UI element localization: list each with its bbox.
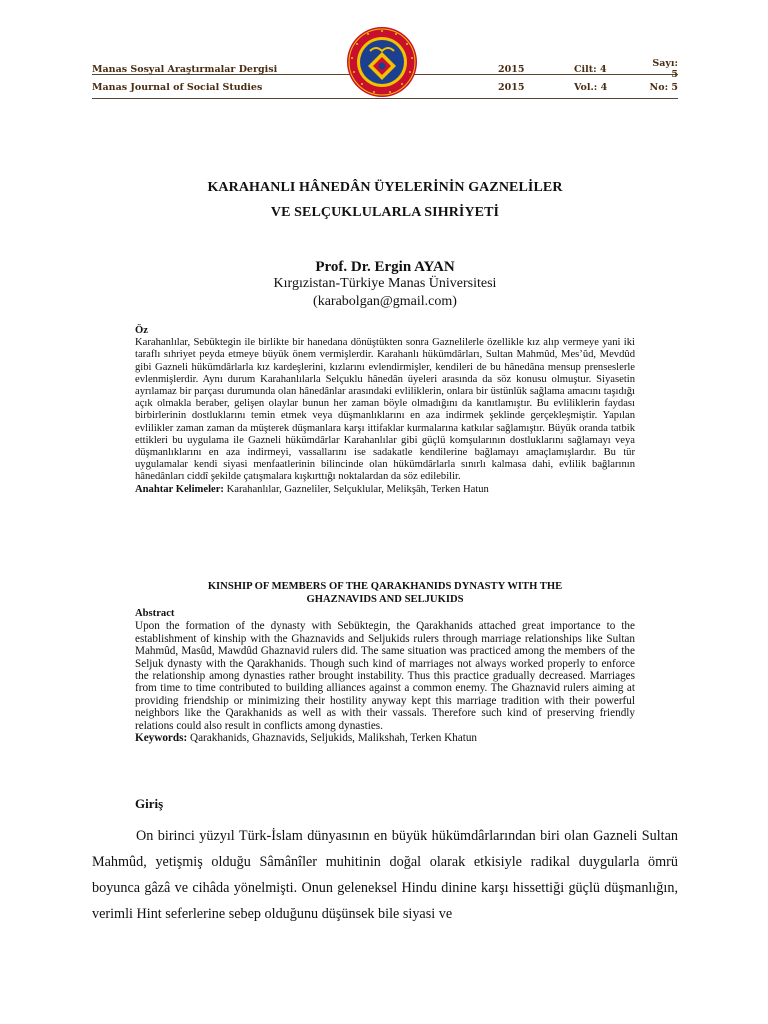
english-title [135, 581, 635, 606]
abstract-label: Abstract [135, 608, 175, 619]
author-name: Prof. Dr. Ergin AYAN [315, 259, 455, 275]
body-section [92, 823, 678, 927]
header-issue-tr: Sayı: 5 [652, 58, 678, 80]
oz-label: Öz [135, 325, 148, 336]
abstract-keywords-label: Keywords: [135, 732, 188, 745]
oz-text: Karahanlılar, Sebüktegin ile birlikte bir hanedana dönüştükten sonra Gaznelilerle özellikle kız alıp vermeye yani iki taraflı sıhriyet peyda etmeye büyük önem vermişlerdir. Karahanlı hükümdârları, Sultan Mahmûd, Mes’ûd, Mevdûd gibi Gazneli hükümdârlarla kız kardeşlerini, kızlarını evlendirmişler, kendileri de bu hânedâna mensup prenseslerle evlenmişlerdir. Aynı durum Karahanlılarla Selçuklu hânedân üyeleri arasında da söz konusu olmuştur. Siyasetin ayrılamaz bir parçası durumunda olan hânedânlar arasındaki evliliklerin, onlara bir üstünlük sağlama amacını taşıdığı açık olmakla beraber, gelişen olaylar bunun her zaman böyle olmadığını da kanıtlamıştır. Bu evliliklerin faydası birbirlerinin dostluklarını temin etmek veya düşmanlıklarını en aza indirmek şeklinde gerçekleşmiştir. Yapılan evlilikler zaman zaman da müşterek düşmanlara karşı ittifaklar kurmalarına katkılar sağlamıştır. Büyük oranda tatbik ettikleri bu uygulama ile Gazneli hükümdârlar Karahanlılar gibi güçlü komşularının dostluklarını sağlamayı veya düşmanlıklarını en aza indirmeyi, vassallarını ise sadakatle kendilerine bağlamayı amaçlamışlardır. Bu tür uygulamalar kendi siyasi menfaatlerinin bilincinde olan hükümdârlarla sınırlı kalmasa dahi, evlilik bağlarının hânedânları ciddî şekilde çatışmalara kışkırttığı noktalardan da söz edilebilir. [135, 337, 635, 483]
english-title-line-2: GHAZNAVIDS AND SELJUKIDS [306, 593, 464, 605]
author-email: (karabolgan@gmail.com) [313, 294, 457, 309]
english-title-line-1: KINSHIP OF MEMBERS OF THE QARAKHANIDS DYNASTY WITH THE [207, 581, 563, 592]
header-volume-tr: Cilt: 4 [574, 63, 607, 75]
header-volume-en: Vol.: 4 [574, 82, 608, 93]
header-year: 2015 [498, 63, 525, 75]
abstract-text: Upon the formation of the dynasty with Sebüktegin, the Qarakhanids attached great importance to the establishment of kinship with the Ghaznavids and Seljukids rulers through marriage relationships like Sultan Mahmûd, Masûd, Mawdûd Ghaznavid rulers did. The same situation was practiced among the members of the Seljuk dynasty with the Qarakhanids. Though such kind of marriages not always worked properly to enforce the relationship among dynasties rather brought instability. Thus this practice gradually decreased. Marriages from time to time contributed to building alliances against a common enemy. The Ghaznavid rulers aiming at providing friendship or minimizing their hostility anyway kept this marriage tradition with their powerful neighbors like the Qarakhanids as well as with their vassals. Therefore such kind of preserving friendly relations could also result in conflicts among dynasties. [135, 620, 635, 732]
oz-keywords-text: Karahanlılar, Gazneliler, Selçuklular, Melikşâh, Terken Hatun [223, 483, 489, 495]
abstract-section [135, 608, 635, 744]
article-title-line-1: KARAHANLI HÂNEDÂN ÜYELERİNİN GAZNELİLER [207, 180, 563, 195]
oz-keywords [135, 484, 635, 496]
header-issue-en: No: 5 [649, 82, 678, 93]
body-paragraph: On birinci yüzyıl Türk-İslam dünyasının en büyük hükümdârlarından biri olan Gazneli Sultan Mahmûd, yetişmiş olduğu Sâmânîler muhitinin doğal olarak etkisiyle radikal duygularla ömrü boyunca gâzâ ve cihâda yönelmişti. Onun geleneksel Hindu dinine karşı hissettiği güçlü düşmanlığın, verimli Hint seferlerine sebep olduğunu düşünsek bile siyasi ve [92, 828, 678, 922]
article-title-line-2: VE SELÇUKLULARLA SIHRİYETİ [270, 205, 500, 220]
oz-keywords-label: Anahtar Kelimeler: [135, 483, 224, 495]
journal-name-en: Manas Journal of Social Studies [92, 82, 263, 93]
author-affiliation: Kırgızistan-Türkiye Manas Üniversitesi [273, 276, 497, 291]
header-divider-2 [92, 98, 678, 99]
abstract-keywords [135, 732, 635, 744]
oz-section [135, 325, 635, 496]
journal-name-tr: Manas Sosyal Araştırmalar Dergisi [92, 63, 278, 75]
header-year-en: 2015 [498, 82, 525, 93]
section-heading-giris: Giriş [135, 796, 164, 811]
journal-seal-logo [346, 26, 418, 98]
abstract-keywords-text: Qarakhanids, Ghaznavids, Seljukids, Malikshah, Terken Khatun [187, 732, 478, 745]
